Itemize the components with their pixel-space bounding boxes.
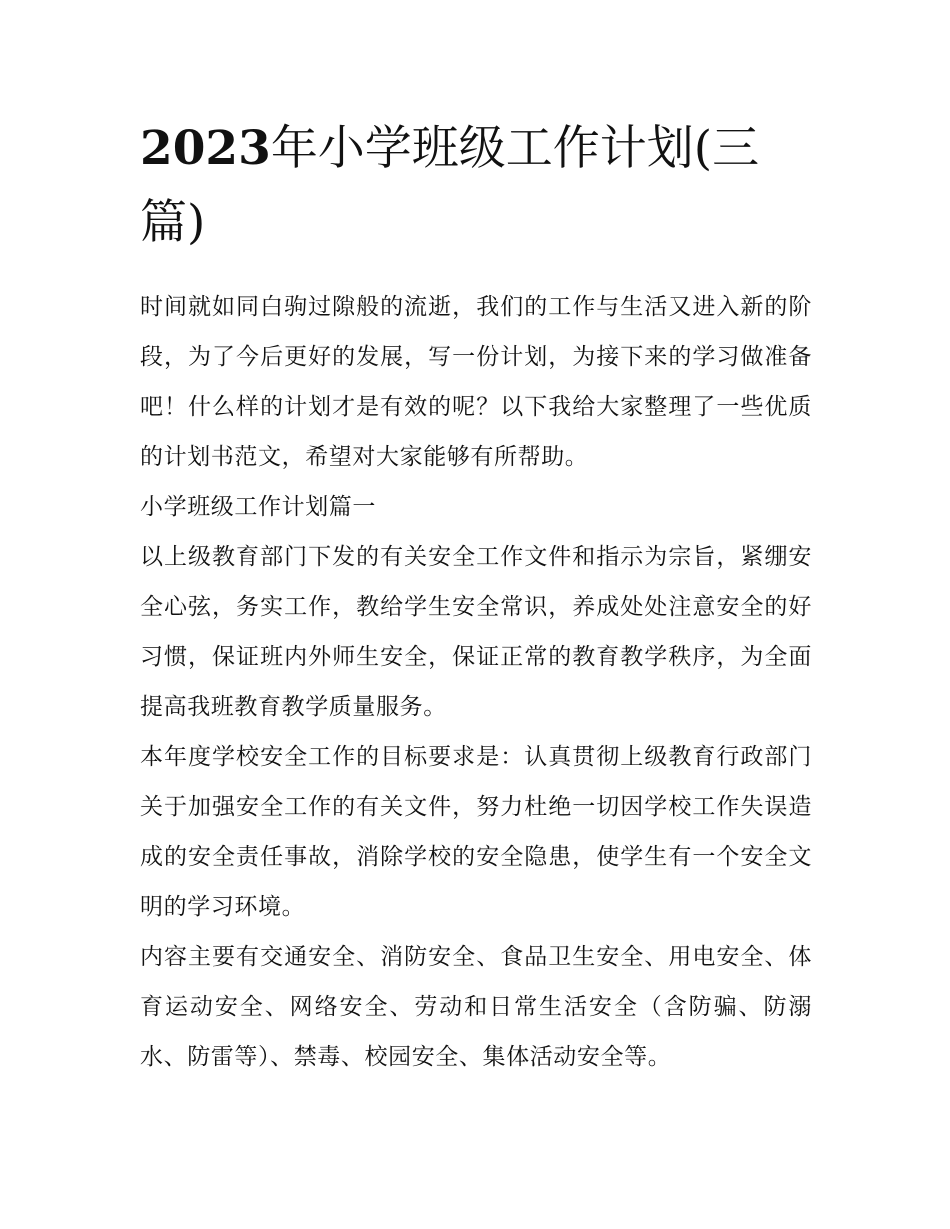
body-paragraph: 内容主要有交通安全、消防安全、食品卫生安全、用电安全、体育运动安全、网络安全、劳动和日常生活安全（含防骗、防溺水、防雷等）、禁毒、校园安全、集体活动安全等。 [140, 944, 812, 1070]
title-year: 2023 [140, 121, 271, 176]
title-text: 年小学班级工作计划(三篇) [140, 121, 760, 250]
section-heading: 小学班级工作计划篇一 [140, 494, 376, 520]
body-paragraph: 本年度学校安全工作的目标要求是：认真贯彻上级教育行政部门关于加强安全工作的有关文件，努力杜绝一切因学校工作失误造成的安全责任事故，消除学校的安全隐患，使学生有一个安全文明的学习环境。 [140, 744, 812, 920]
document-page [140, 112, 812, 1082]
intro-paragraph: 时间就如同白驹过隙般的流逝，我们的工作与生活又进入新的阶段，为了今后更好的发展，写一份计划，为接下来的学习做准备吧！什么样的计划才是有效的呢？以下我给大家整理了一些优质的计划书范文，希望对大家能够有所帮助。 [140, 294, 812, 470]
body-paragraph: 以上级教育部门下发的有关安全工作文件和指示为宗旨，紧绷安全心弦，务实工作，教给学生安全常识，养成处处注意安全的好习惯，保证班内外师生安全，保证正常的教育教学秩序，为全面提高我班教育教学质量服务。 [140, 544, 812, 720]
document-title [140, 112, 812, 260]
